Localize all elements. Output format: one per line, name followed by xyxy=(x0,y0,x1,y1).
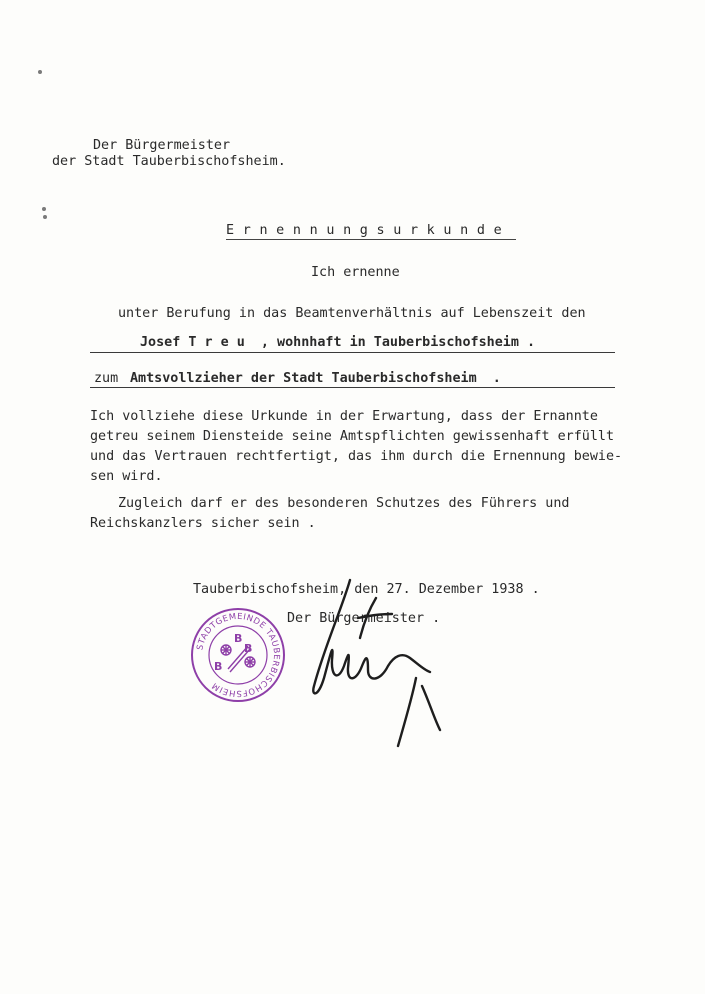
zum-label: zum xyxy=(94,371,119,386)
paragraph-line: getreu seinem Diensteide seine Amtspflichten gewissenhaft erfüllt xyxy=(90,429,615,444)
official-stamp xyxy=(188,606,288,704)
issuer-city: der Stadt Tauberbischofsheim. xyxy=(52,154,286,169)
signatory-title: Der Bürgermeister . xyxy=(287,611,441,626)
handwritten-signature xyxy=(298,578,448,750)
position-line: Amtsvollzieher der Stadt Tauberbischofsheim . xyxy=(130,371,501,386)
intro-line: Ich ernenne xyxy=(311,265,400,280)
paragraph-line: Zugleich darf er des besonderen Schutzes des Führers und xyxy=(118,496,570,511)
paper-speck xyxy=(42,207,46,211)
appointment-basis-line: unter Berufung in das Beamtenverhältnis auf Lebenszeit den xyxy=(118,306,586,321)
appointee-name-line: Josef T r e u , wohnhaft in Tauberbischofsheim . xyxy=(140,335,536,350)
paragraph-line: Ich vollziehe diese Urkunde in der Erwartung, dass der Ernannte xyxy=(90,409,598,424)
paragraph-line: sen wird. xyxy=(90,469,163,484)
issuer-title: Der Bürgermeister xyxy=(93,138,231,153)
position-underline xyxy=(90,387,615,388)
svg-text:B: B xyxy=(234,632,243,645)
paragraph-line: und das Vertrauen rechtfertigt, das ihm durch die Ernennung bewie- xyxy=(90,449,623,464)
svg-text:STADTGEMEINDE TAUBERBISCHOFSHE xyxy=(194,611,282,699)
svg-text:B: B xyxy=(244,642,253,655)
svg-text:B: B xyxy=(214,660,223,673)
name-underline xyxy=(90,352,615,353)
stamp-text: STADTGEMEINDE TAUBERBISCHOFSHEIM xyxy=(194,610,283,700)
place-date-line: Tauberbischofsheim, den 27. Dezember 1938 . xyxy=(193,582,540,597)
paper-speck xyxy=(38,70,42,74)
document-title: E r n e n n u n g s u r k u n d e xyxy=(226,223,502,238)
paper-speck xyxy=(43,215,47,219)
title-underline xyxy=(226,239,516,240)
paragraph-line: Reichskanzlers sicher sein . xyxy=(90,516,316,531)
